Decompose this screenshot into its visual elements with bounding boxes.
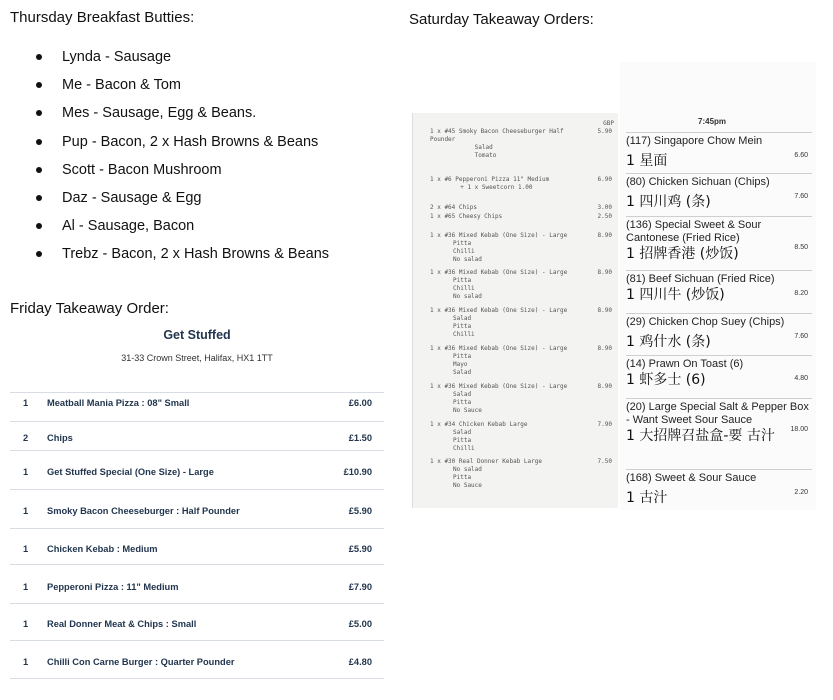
- order-item: Chips: [47, 433, 73, 443]
- butty-item: Lynda - Sausage: [36, 48, 329, 76]
- line-price: 7.50: [597, 458, 612, 465]
- line-option: No Sauce: [453, 482, 482, 489]
- receipt2-item: [626, 219, 812, 262]
- divider: [626, 173, 812, 174]
- dish-price: 18.00: [790, 426, 808, 433]
- order-row: [10, 619, 384, 637]
- order-item: Real Donner Meat & Chips : Small: [47, 619, 197, 629]
- dish-name: (20) Large Special Salt & Pepper Box - Want Sweet Sour Sauce: [626, 401, 809, 426]
- line-option: Salad: [453, 391, 472, 398]
- dish-chinese: 1 大招牌召盐盒-要 古汁: [626, 428, 775, 444]
- dish-chinese: 1 古汁: [626, 490, 668, 506]
- kebab-receipt: [412, 113, 618, 508]
- divider: [10, 640, 384, 641]
- line-price: 6.90: [597, 176, 612, 183]
- order-qty: 1: [23, 544, 29, 554]
- divider: [626, 469, 812, 470]
- line-price: 3.00: [597, 204, 612, 211]
- line-option: Chilli: [453, 248, 475, 255]
- divider: [10, 392, 384, 393]
- line-option: No salad: [453, 256, 482, 263]
- friday-receipt: [10, 328, 384, 667]
- butty-item: Mes - Sausage, Egg & Beans.: [36, 104, 329, 132]
- order-item: Meatball Mania Pizza : 08" Small: [47, 398, 190, 408]
- line-option: No salad: [453, 293, 482, 300]
- line-option: No Sauce: [453, 407, 482, 414]
- dish-chinese: 1 四川牛 (炒饭): [626, 287, 725, 303]
- divider: [626, 270, 812, 271]
- dish-chinese: 1 星面: [626, 153, 668, 169]
- divider: [626, 132, 812, 133]
- line-price: 8.90: [597, 307, 612, 314]
- order-price: £6.00: [348, 398, 372, 408]
- line-option: Chilli: [453, 285, 475, 292]
- order-price: £7.90: [348, 582, 372, 592]
- order-row: [10, 582, 384, 600]
- line-item: 1 x #6 Pepperoni Pizza 11" Medium: [430, 176, 550, 183]
- dish-chinese: 1 虾多士 (6): [626, 372, 706, 388]
- dish-chinese: 1 四川鸡 (条): [626, 194, 711, 210]
- divider: [10, 528, 384, 529]
- order-qty: 1: [23, 582, 29, 592]
- line-item: 1 x #36 Mixed Kebab (One Size) - Large: [430, 383, 568, 390]
- line-option: Pitta: [453, 323, 472, 330]
- line-item: 1 x #36 Mixed Kebab (One Size) - Large: [430, 232, 568, 239]
- divider: [10, 489, 384, 490]
- dish-price: 8.50: [794, 244, 808, 251]
- line-option: Salad: [453, 315, 472, 322]
- line-option: + 1 x Sweetcorn 1.00: [453, 184, 533, 191]
- divider: [10, 564, 384, 565]
- order-qty: 1: [23, 467, 29, 477]
- line-item: 1 x #36 Mixed Kebab (One Size) - Large: [430, 269, 568, 276]
- line-option: Pitta: [453, 474, 472, 481]
- shop-name: Get Stuffed: [163, 328, 231, 342]
- order-price: £5.90: [348, 544, 372, 554]
- line-option: Tomato: [453, 152, 497, 159]
- divider: [626, 216, 812, 217]
- line-option: Pitta: [453, 399, 472, 406]
- line-option: Pounder: [430, 136, 456, 143]
- butty-item: Trebz - Bacon, 2 x Hash Browns & Beans: [36, 245, 329, 273]
- butty-item: Daz - Sausage & Egg: [36, 189, 329, 217]
- dish-chinese: 1 鸡什水 (条): [626, 334, 711, 350]
- dish-name: (80) Chicken Sichuan (Chips): [626, 176, 770, 188]
- line-option: Pitta: [453, 240, 472, 247]
- order-row: [10, 657, 384, 675]
- order-qty: 1: [23, 657, 29, 667]
- line-item: 2 x #64 Chips: [430, 204, 477, 211]
- dish-price: 4.80: [794, 375, 808, 382]
- line-option: Salad: [453, 369, 472, 376]
- butty-item: Me - Bacon & Tom: [36, 76, 329, 104]
- dish-name: (14) Prawn On Toast (6): [626, 358, 744, 370]
- line-item: 1 x #65 Cheesy Chips: [430, 213, 503, 220]
- order-qty: 1: [23, 619, 29, 629]
- line-item: 1 x #30 Real Donner Kebab Large: [430, 458, 542, 465]
- receipt2-item: [626, 135, 812, 169]
- receipt2-item: [626, 358, 812, 388]
- line-price: 7.90: [597, 421, 612, 428]
- order-item: Get Stuffed Special (One Size) - Large: [47, 467, 214, 477]
- order-row: [10, 398, 384, 416]
- receipt2-item: [626, 401, 812, 444]
- order-row: [10, 544, 384, 562]
- order-row: [10, 433, 384, 451]
- dish-chinese: 1 招牌香港 (炒饭): [626, 246, 739, 262]
- order-time: 7:45pm: [698, 117, 727, 126]
- receipt2-item: [626, 472, 812, 506]
- divider: [626, 313, 812, 314]
- order-item: Chilli Con Carne Burger : Quarter Pounder: [47, 657, 235, 667]
- order-item: Pepperoni Pizza : 11" Medium: [47, 582, 179, 592]
- line-item: 1 x #45 Smoky Bacon Cheeseburger Half: [430, 128, 564, 135]
- divider: [626, 355, 812, 356]
- order-row: [10, 506, 384, 524]
- line-price: 8.90: [597, 383, 612, 390]
- line-option: No salad: [453, 466, 482, 473]
- dish-name: (117) Singapore Chow Mein: [626, 135, 763, 147]
- dish-name: (29) Chicken Chop Suey (Chips): [626, 316, 785, 328]
- line-item: 1 x #36 Mixed Kebab (One Size) - Large: [430, 307, 568, 314]
- dish-name: (81) Beef Sichuan (Fried Rice): [626, 273, 775, 285]
- thursday-heading: Thursday Breakfast Butties:: [10, 9, 195, 26]
- dish-price: 7.60: [794, 333, 808, 340]
- line-option: Pitta: [453, 353, 472, 360]
- divider: [10, 603, 384, 604]
- line-price: 5.90: [597, 128, 612, 135]
- butties-list: [36, 48, 329, 274]
- chinese-receipt: [620, 62, 816, 510]
- receipt2-item: [626, 273, 812, 303]
- order-row: [10, 467, 384, 485]
- order-price: £4.80: [348, 657, 372, 667]
- line-item: 1 x #34 Chicken Kebab Large: [430, 421, 528, 428]
- line-price: 2.50: [597, 213, 612, 220]
- line-option: Chilli: [453, 331, 475, 338]
- divider: [626, 398, 812, 399]
- receipt2-item: [626, 176, 812, 210]
- order-price: £1.50: [348, 433, 372, 443]
- line-option: Mayo: [453, 361, 468, 368]
- line-option: Chilli: [453, 445, 475, 452]
- dish-name: (136) Special Sweet & Sour Cantonese (Fried Rice): [626, 219, 762, 244]
- order-qty: 1: [23, 398, 29, 408]
- order-price: £10.90: [343, 467, 372, 477]
- dish-price: 6.60: [794, 152, 808, 159]
- dish-price: 8.20: [794, 290, 808, 297]
- line-price: 8.90: [597, 345, 612, 352]
- line-option: Pitta: [453, 437, 472, 444]
- dish-name: (168) Sweet & Sour Sauce: [626, 472, 757, 484]
- currency-label: GBP: [603, 120, 614, 127]
- order-item: Chicken Kebab : Medium: [47, 544, 158, 554]
- butty-item: Al - Sausage, Bacon: [36, 217, 329, 245]
- receipt2-item: [626, 316, 812, 350]
- line-option: Salad: [453, 144, 493, 151]
- dish-price: 2.20: [794, 489, 808, 496]
- divider: [10, 421, 384, 422]
- order-item: Smoky Bacon Cheeseburger : Half Pounder: [47, 506, 240, 516]
- order-price: £5.00: [348, 619, 372, 629]
- butty-item: Scott - Bacon Mushroom: [36, 161, 329, 189]
- order-qty: 2: [23, 433, 29, 443]
- saturday-heading: Saturday Takeaway Orders:: [409, 11, 594, 28]
- line-option: Pitta: [453, 277, 472, 284]
- shop-address: 31-33 Crown Street, Halifax, HX1 1TT: [121, 353, 273, 363]
- divider: [10, 678, 384, 679]
- dish-price: 7.60: [794, 193, 808, 200]
- order-price: £5.90: [348, 506, 372, 516]
- line-item: 1 x #36 Mixed Kebab (One Size) - Large: [430, 345, 568, 352]
- order-qty: 1: [23, 506, 29, 516]
- butty-item: Pup - Bacon, 2 x Hash Browns & Beans: [36, 133, 329, 161]
- line-price: 8.90: [597, 232, 612, 239]
- friday-heading: Friday Takeaway Order:: [10, 300, 169, 317]
- line-option: Salad: [453, 429, 472, 436]
- line-price: 8.90: [597, 269, 612, 276]
